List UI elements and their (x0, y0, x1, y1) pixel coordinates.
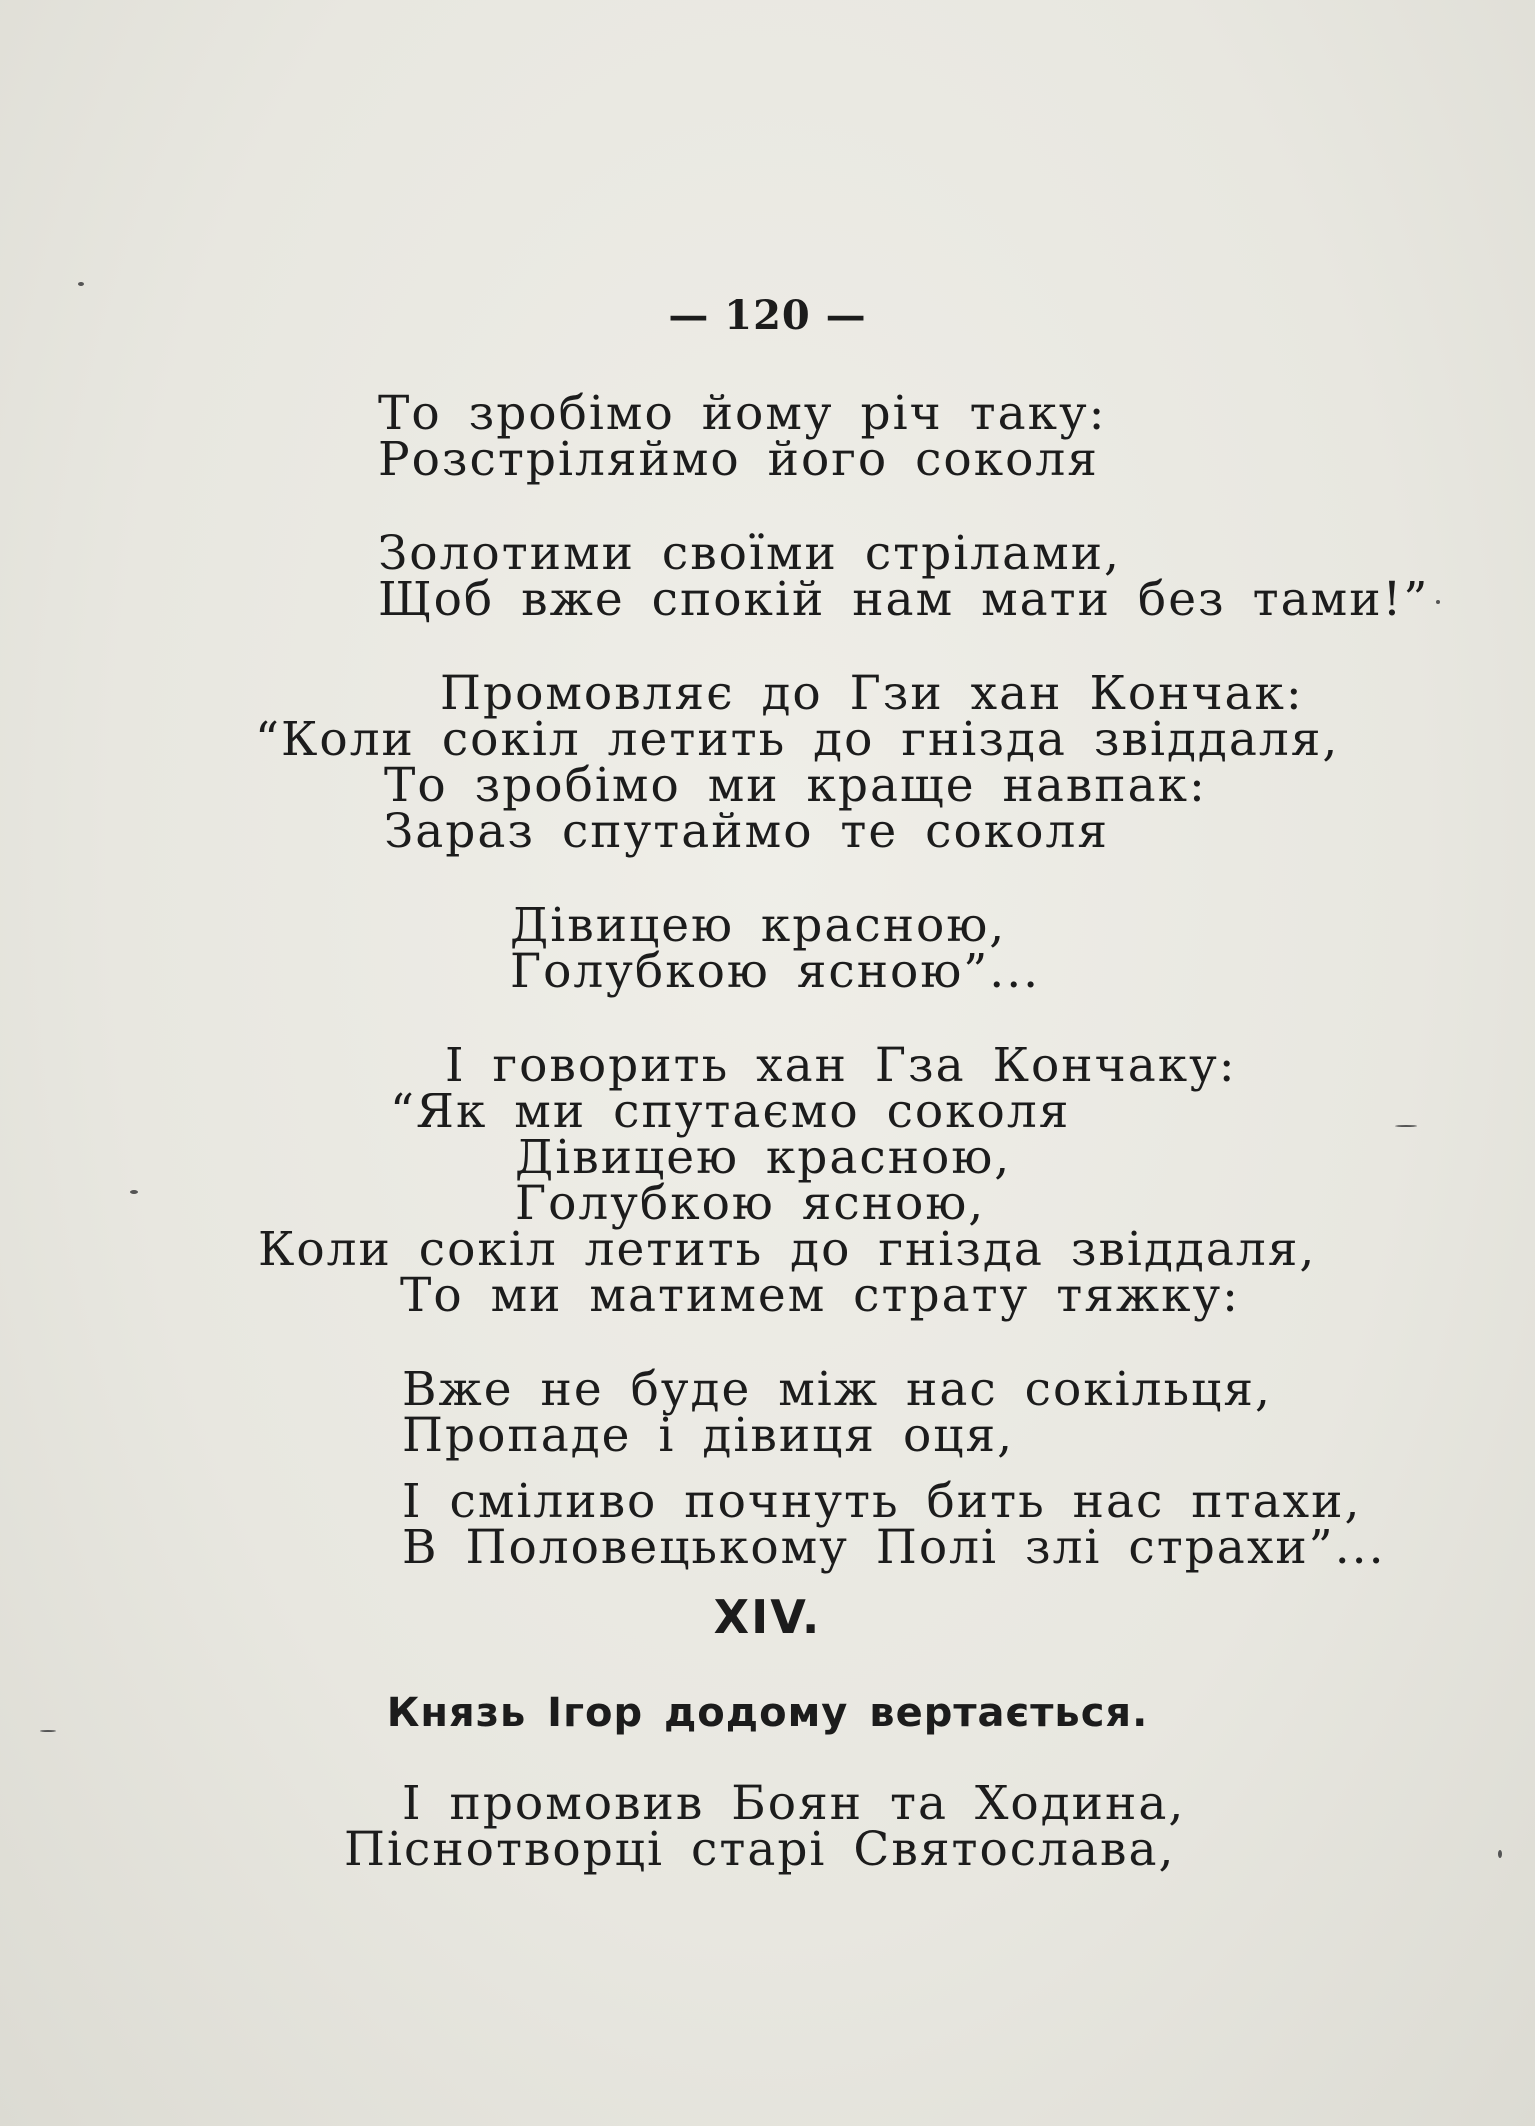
poem-line: Голубкою ясною, (515, 1176, 986, 1231)
paper-speck (1395, 1125, 1417, 1127)
paper-speck (130, 1190, 138, 1194)
poem-line: Зараз спутаймо те соколя (384, 804, 1109, 859)
poem-line: Пропаде і дівиця оця, (402, 1408, 1015, 1463)
poem-line: “Як ми спутаємо соколя (390, 1084, 1071, 1139)
poem-line: Промовляє до Гзи хан Кончак: (440, 666, 1304, 721)
paper-speck (1498, 1850, 1502, 1858)
poem-line: То ми матимем страту тяжку: (400, 1268, 1240, 1323)
poem-line: Дівицею красною, (515, 1130, 1012, 1185)
page-number: — 120 — (668, 292, 867, 339)
poem-line: Голубкою ясною”... (510, 944, 1041, 999)
section-numeral: XIV. (713, 1590, 822, 1644)
poem-line: Коли сокіл летить до гнізда звіддаля, (258, 1222, 1317, 1277)
poem-line: Піснотворці старі Святослава, (344, 1822, 1176, 1877)
poem-line: Золотими своїми стрілами, (378, 526, 1121, 581)
poem-line: І сміливо почнуть бить нас птахи, (402, 1474, 1362, 1529)
poem-line: Вже не буде між нас сокільця, (402, 1362, 1272, 1417)
poem-line: В Половецькому Полі злі страхи”... (402, 1520, 1386, 1575)
poem-line: Щоб вже спокій нам мати без тами!” (378, 572, 1430, 627)
chapter-title: Князь Ігор додому вертається. (386, 1690, 1149, 1736)
paper-speck (1436, 600, 1440, 604)
paper-speck (40, 1730, 56, 1732)
poem-line: Розстріляймо його соколя (378, 432, 1099, 487)
poem-line: То зробімо ми краще навпак: (384, 758, 1207, 813)
poem-line: Дівицею красною, (510, 898, 1007, 953)
poem-line: “Коли сокіл летить до гнізда звіддаля, (255, 712, 1340, 767)
poem-line: То зробімо йому річ таку: (378, 386, 1107, 441)
poem-line: І промовив Боян та Ходина, (402, 1776, 1186, 1831)
poem-line: І говорить хан Гза Кончаку: (445, 1038, 1237, 1093)
paper-speck (78, 282, 84, 286)
